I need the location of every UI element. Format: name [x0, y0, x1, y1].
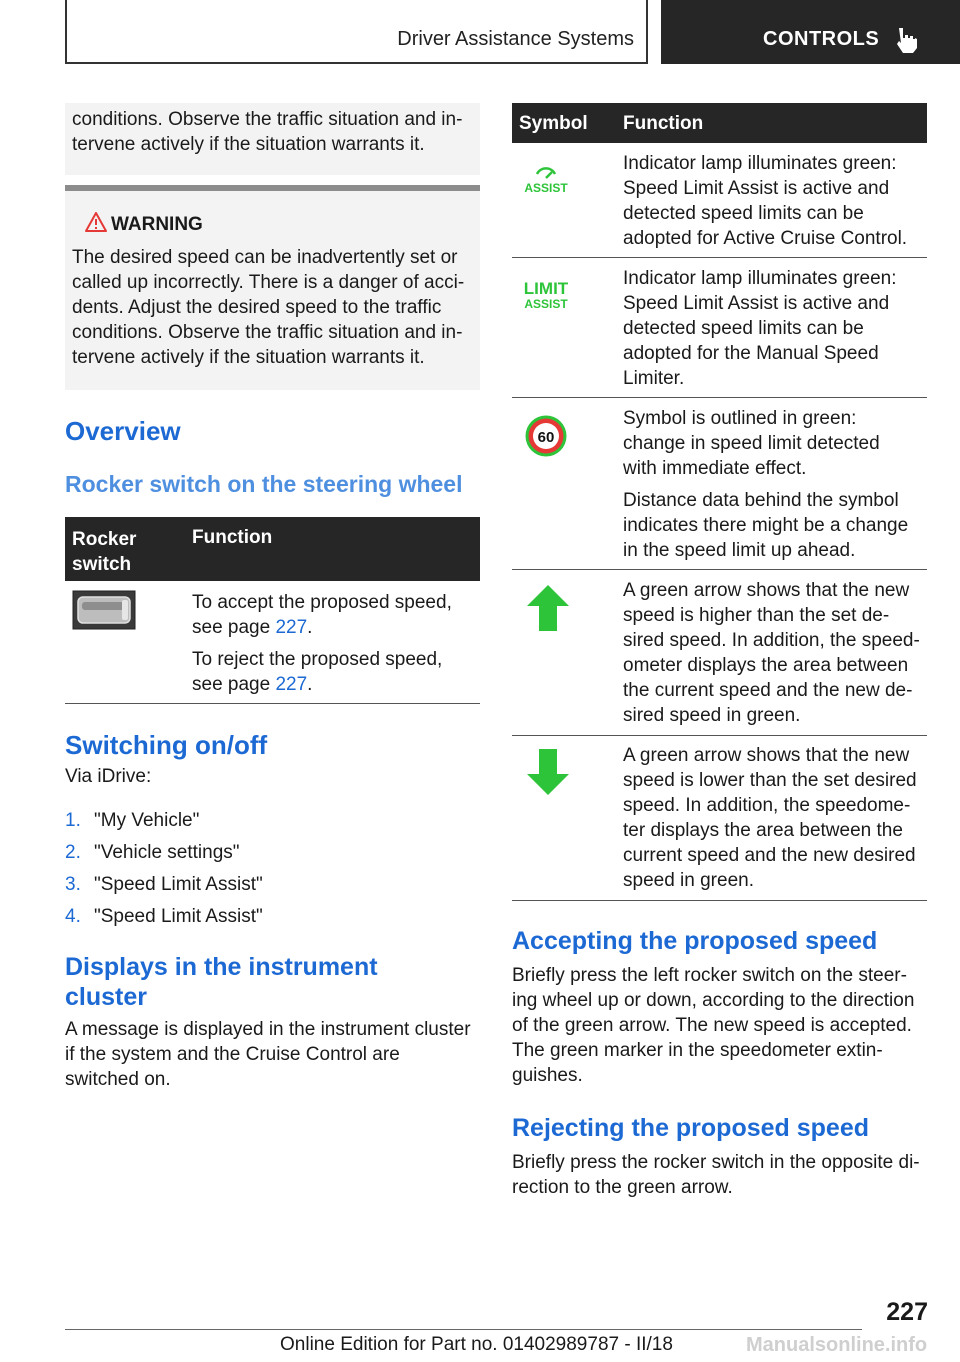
text-line: Speed Limit Assist is active and	[623, 178, 890, 199]
rocker-col1-header	[72, 527, 136, 577]
text-line: Indicator lamp illuminates green:	[623, 153, 897, 174]
header-chapter-box	[661, 0, 960, 64]
text-line: Briefly press the rocker switch in the opposite di‐	[512, 1152, 920, 1173]
text-line: speed is lower than the set desired	[623, 770, 917, 791]
assist-icon-label: ASSIST	[524, 181, 568, 195]
table-row-divider	[512, 900, 927, 901]
text-line: ometer displays the area between	[623, 655, 909, 676]
text-line: detected speed limits can be	[623, 203, 864, 224]
symbol-row-text	[623, 578, 920, 728]
symbol-row-text	[623, 743, 917, 893]
footer-edition	[280, 1334, 673, 1356]
rocker-switch-icon	[72, 590, 136, 630]
text-line: A message is displayed in the instrument cluster	[65, 1019, 471, 1040]
symbol-row-text	[623, 406, 908, 563]
text-line: Distance data behind the symbol	[623, 490, 899, 511]
header-chapter-title: CONTROLS	[763, 28, 880, 50]
table-row-divider	[512, 735, 927, 736]
footer-edition-text: Online Edition for Part no. 01402989787 - II/18	[280, 1334, 673, 1355]
text-line	[192, 615, 452, 640]
table-row-divider	[512, 397, 927, 398]
text-line: switch	[72, 554, 132, 575]
text-line: tervene actively if the situation warrants it.	[72, 134, 425, 155]
rocker-function-cell	[192, 590, 452, 697]
symbol-row-text	[623, 266, 897, 391]
symbol-col1-header: Symbol	[519, 113, 588, 134]
text-line: A green arrow shows that the new	[623, 580, 910, 601]
text-line: switched on.	[65, 1069, 171, 1090]
text-line: speed. In addition, the speedome‐	[623, 795, 911, 816]
paragraph-gap	[623, 481, 908, 488]
text-line: guishes.	[512, 1065, 583, 1086]
symbol-table-header	[512, 103, 927, 143]
text-line: Symbol is outlined in green:	[623, 408, 857, 429]
list-text: "Vehicle settings"	[94, 842, 240, 863]
displays-text	[65, 1017, 471, 1092]
warning-box	[65, 185, 480, 390]
green-arrow-up-icon	[526, 584, 570, 632]
text-line: rection to the green arrow.	[512, 1177, 733, 1198]
symbol-col2-header: Function	[623, 113, 704, 134]
text-line: sired speed in green.	[623, 705, 801, 726]
warning-top-bar	[65, 185, 480, 191]
text-line: dents. Adjust the desired speed to the traffic	[72, 297, 442, 318]
list-number: 4.	[65, 906, 81, 927]
text-line: change in speed limit detected	[623, 433, 880, 454]
list-item	[65, 901, 263, 933]
switching-heading: Switching on/off	[65, 730, 268, 760]
via-idrive-text: Via iDrive:	[65, 766, 152, 787]
table-row-divider	[65, 703, 480, 704]
text-line: The desired speed can be inadvertently set or	[72, 247, 458, 268]
green-arrow-down-icon	[526, 748, 570, 796]
table-row-divider	[512, 569, 927, 570]
speed-sign-label: 60	[537, 429, 555, 446]
text-line: adopted for the Manual Speed	[623, 343, 879, 364]
text-line: speed in green.	[623, 870, 754, 891]
header-section-title: Driver Assistance Systems	[397, 28, 634, 50]
text-span: .	[307, 617, 313, 638]
text-line: ing wheel up or down, according to the direction	[512, 990, 915, 1011]
text-line: current speed and the new desired	[623, 845, 916, 866]
reject-text	[512, 1150, 920, 1200]
text-span: .	[307, 674, 313, 695]
assist-icon-label: ASSIST	[524, 297, 568, 311]
page-number: 227	[886, 1298, 928, 1326]
speed-limit-sign-icon	[524, 414, 568, 458]
text-line: Indicator lamp illuminates green:	[623, 268, 897, 289]
text-line: sired speed. In addition, the speed‐	[623, 630, 920, 651]
header-section-box	[65, 0, 648, 64]
text-line: Speed Limit Assist is active and	[623, 293, 890, 314]
continued-warning-box	[65, 103, 480, 175]
text-line: Displays in the instrument	[65, 953, 378, 981]
paragraph-gap	[192, 640, 452, 647]
page-link[interactable]: 227	[275, 617, 308, 638]
accept-text	[512, 963, 914, 1088]
reject-heading: Rejecting the proposed speed	[512, 1114, 870, 1142]
limit-assist-indicator-icon	[520, 278, 572, 314]
list-text: "My Vehicle"	[94, 810, 200, 831]
text-line: detected speed limits can be	[623, 318, 864, 339]
text-span: see page	[192, 674, 276, 695]
text-line: ter displays the area between the	[623, 820, 903, 841]
text-line: The green marker in the speedometer extin‐	[512, 1040, 883, 1061]
text-line: indicates there might be a change	[623, 515, 909, 536]
list-number: 3.	[65, 874, 81, 895]
overview-heading: Overview	[65, 416, 181, 446]
warning-text	[72, 245, 464, 370]
list-item	[65, 869, 263, 901]
text-line: speed is higher than the set de‐	[623, 605, 890, 626]
accept-heading: Accepting the proposed speed	[512, 927, 878, 955]
text-line: A green arrow shows that the new	[623, 745, 910, 766]
rocker-col2-header: Function	[192, 527, 273, 548]
text-line: Rocker	[72, 529, 137, 550]
warning-triangle-icon	[85, 212, 107, 232]
table-row-divider	[512, 257, 927, 258]
list-text: "Speed Limit Assist"	[94, 906, 263, 927]
list-number: 1.	[65, 810, 81, 831]
text-line: called up incorrectly. There is a danger of acci‐	[72, 272, 465, 293]
list-text: "Speed Limit Assist"	[94, 874, 263, 895]
text-line	[192, 672, 452, 697]
rocker-table-header	[65, 517, 480, 581]
page-link[interactable]: 227	[275, 674, 308, 695]
text-line: if the system and the Cruise Control are	[65, 1044, 400, 1065]
assist-indicator-icon	[520, 162, 572, 196]
text-line: conditions. Observe the traffic situation and in‐	[72, 109, 463, 130]
text-line: the current speed and the new de‐	[623, 680, 913, 701]
text-line: Limiter.	[623, 368, 685, 389]
symbol-row-text	[623, 151, 907, 251]
pointing-hand-icon	[893, 26, 919, 54]
text-line: conditions. Observe the traffic situation and in‐	[72, 322, 463, 343]
text-line: To reject the proposed speed,	[192, 649, 443, 670]
list-item	[65, 837, 263, 869]
displays-heading	[65, 952, 378, 1012]
text-line: with immediate effect.	[623, 458, 807, 479]
list-item	[65, 805, 263, 837]
text-line: Briefly press the left rocker switch on the steer‐	[512, 965, 907, 986]
rocker-heading: Rocker switch on the steering wheel	[65, 471, 463, 497]
steps-list	[65, 805, 263, 933]
text-line: tervene actively if the situation warrants it.	[72, 347, 425, 368]
text-span: see page	[192, 617, 276, 638]
continued-warning-text	[72, 107, 462, 157]
limit-icon-label: LIMIT	[523, 279, 569, 298]
text-line: cluster	[65, 983, 147, 1011]
warning-label: WARNING	[111, 214, 203, 235]
footer-divider	[65, 1329, 862, 1330]
text-line: in the speed limit up ahead.	[623, 540, 856, 561]
footer-watermark: Manualsonline.info	[746, 1334, 928, 1356]
text-line: adopted for Active Cruise Control.	[623, 228, 908, 249]
text-line: of the green arrow. The new speed is accepted.	[512, 1015, 912, 1036]
text-line: To accept the proposed speed,	[192, 592, 452, 613]
list-number: 2.	[65, 842, 81, 863]
